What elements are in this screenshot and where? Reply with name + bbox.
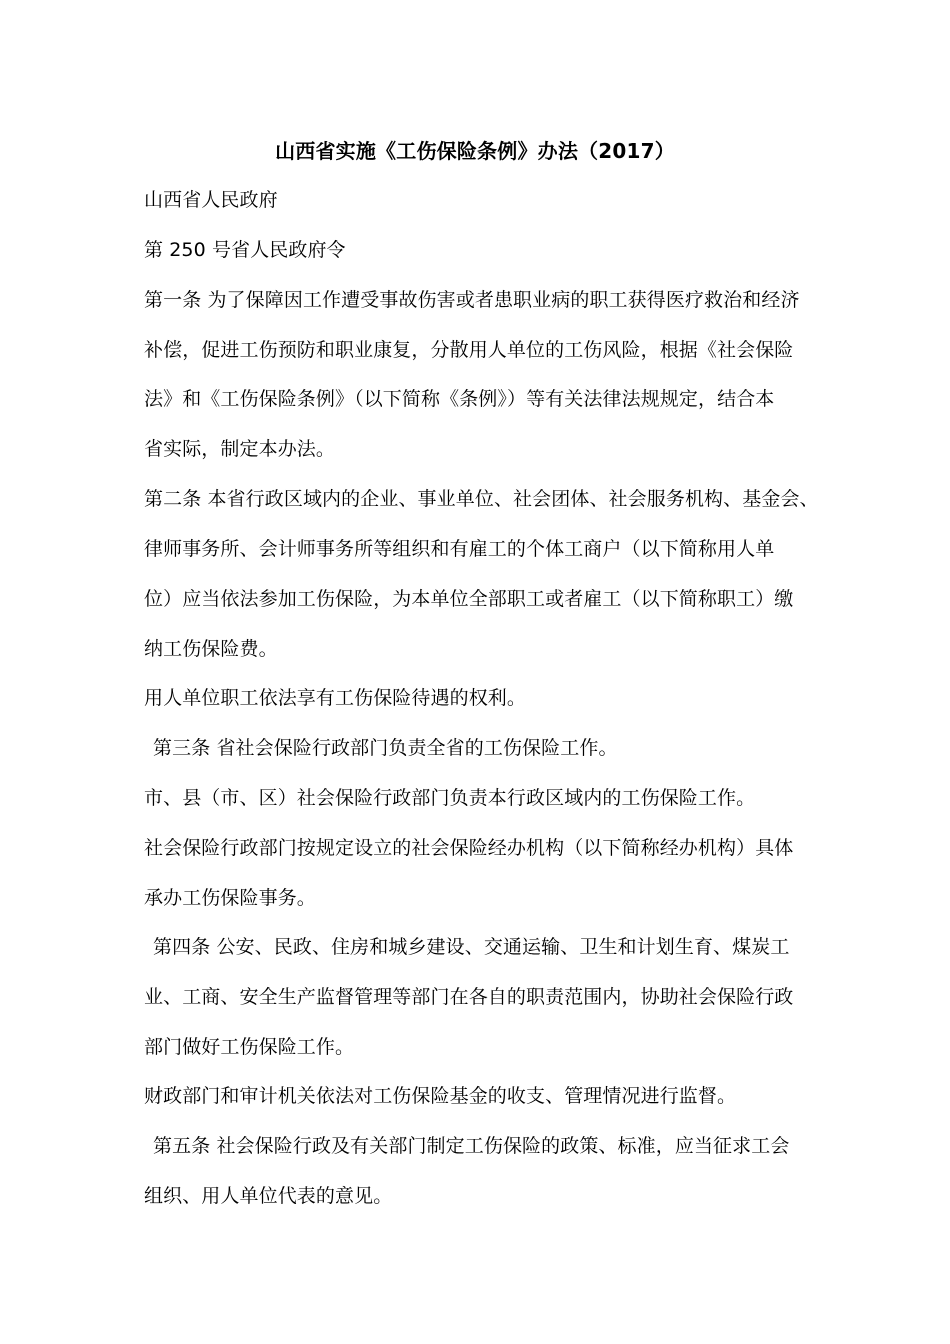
article-2-line-1: 第二条 本省行政区域内的企业、事业单位、社会团体、社会服务机构、基金会、 bbox=[144, 488, 819, 510]
article-4-paragraph-2: 财政部门和审计机关依法对工伤保险基金的收支、管理情况进行监督。 bbox=[144, 1085, 737, 1107]
article-2-line-2: 律师事务所、会计师事务所等组织和有雇工的个体工商户（以下简称用人单 bbox=[144, 538, 775, 560]
issuer-line: 山西省人民政府 bbox=[144, 189, 278, 211]
article-1-line-3: 法》和《工伤保险条例》（以下简称《条例》）等有关法律法规规定，结合本 bbox=[144, 388, 775, 410]
article-5-line-2: 组织、用人单位代表的意见。 bbox=[144, 1185, 393, 1207]
article-2-line-4: 纳工伤保险费。 bbox=[144, 638, 278, 660]
article-3-paragraph-3-line-2: 承办工伤保险事务。 bbox=[144, 887, 316, 909]
article-4-line-2: 业、工商、安全生产监督管理等部门在各自的职责范围内，协助社会保险行政 bbox=[144, 986, 794, 1008]
article-1-line-1: 第一条 为了保障因工作遭受事故伤害或者患职业病的职工获得医疗救治和经济 bbox=[144, 289, 800, 311]
article-4-line-1: 第四条 公安、民政、住房和城乡建设、交通运输、卫生和计划生育、煤炭工 bbox=[153, 936, 790, 958]
article-3-paragraph-2: 市、县（市、区）社会保险行政部门负责本行政区域内的工伤保险工作。 bbox=[144, 787, 756, 809]
article-1-line-4: 省实际，制定本办法。 bbox=[144, 438, 336, 460]
article-2-line-3: 位）应当依法参加工伤保险，为本单位全部职工或者雇工（以下简称职工）缴 bbox=[144, 588, 794, 610]
article-2-paragraph-2: 用人单位职工依法享有工伤保险待遇的权利。 bbox=[144, 687, 527, 709]
article-5-line-1: 第五条 社会保险行政及有关部门制定工伤保险的政策、标准，应当征求工会 bbox=[153, 1135, 790, 1157]
article-3-line-1: 第三条 省社会保险行政部门负责全省的工伤保险工作。 bbox=[153, 737, 618, 759]
article-4-line-3: 部门做好工伤保险工作。 bbox=[144, 1036, 355, 1058]
document-title: 山西省实施《工伤保险条例》办法（2017） bbox=[275, 139, 675, 163]
order-number-line: 第 250 号省人民政府令 bbox=[144, 239, 346, 261]
article-3-paragraph-3-line-1: 社会保险行政部门按规定设立的社会保险经办机构（以下简称经办机构）具体 bbox=[144, 837, 794, 859]
article-1-line-2: 补偿，促进工伤预防和职业康复，分散用人单位的工伤风险，根据《社会保险 bbox=[144, 339, 794, 361]
